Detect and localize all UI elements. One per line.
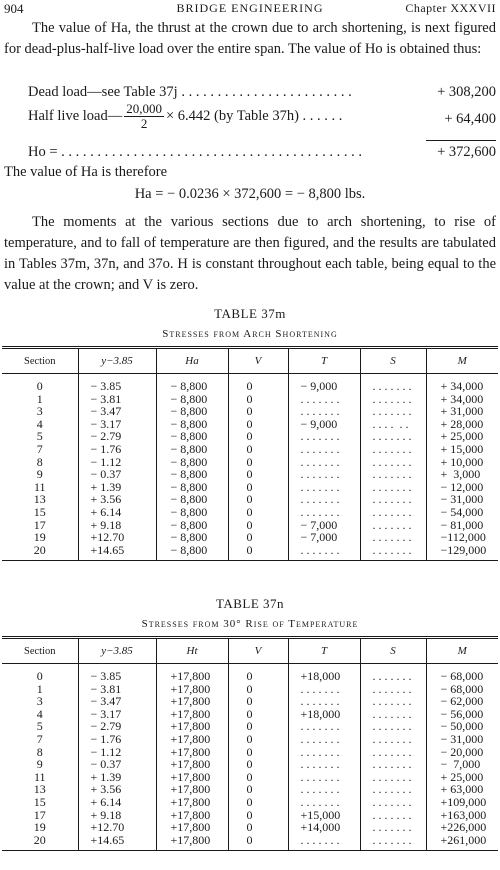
t-cell: . . . . . . . — [288, 468, 360, 481]
t-cell: . . . . . . . — [288, 733, 360, 746]
m-cell: + 31,000 — [426, 405, 498, 418]
dead-load-value: + 308,200 — [437, 84, 496, 100]
section-cell: 9 — [36, 467, 43, 482]
h-cell: +17,800 — [156, 809, 228, 822]
page-number: 904 — [4, 1, 24, 16]
section-cell: 7 — [36, 731, 43, 746]
table-row — [2, 821, 498, 834]
m-cell: − 31,000 — [426, 493, 498, 506]
half-live-load-value: + 64,400 — [444, 111, 496, 127]
s-cell: . . . . . . . — [360, 506, 426, 519]
m-cell: − 56,000 — [426, 708, 498, 721]
half-live-load-suffix: × 6.442 (by Table 37h) . . . . . . — [165, 107, 343, 124]
t-cell: . . . . . . . — [288, 506, 360, 519]
section-cell: 5 — [36, 719, 43, 734]
column-header: V — [228, 348, 288, 374]
h-cell: +17,800 — [156, 758, 228, 771]
s-cell: . . . . . . . — [360, 683, 426, 696]
half-live-load-prefix: Half live load— — [28, 107, 123, 124]
section-cell: 1 — [36, 681, 43, 696]
m-cell: +109,000 — [426, 796, 498, 809]
table-row — [2, 733, 498, 746]
s-cell: . . . . . . . — [360, 821, 426, 834]
section-cell: 19 — [33, 530, 46, 545]
v-cell: 0 — [228, 456, 288, 469]
half-live-load-label — [28, 102, 342, 131]
paragraph-moments: The moments at the various sections due to arch shortening, to rise of temperature, and to fall of temperature are then figured, and the results are tabulated in Tables 37m, 37n, and 37o. H is constant throughout each table, being equal to the value at the crown; and V is zero. — [4, 214, 496, 293]
h-cell: +17,800 — [156, 695, 228, 708]
h-cell: − 8,800 — [156, 544, 228, 561]
t-cell: +18,000 — [288, 708, 360, 721]
m-cell: + 10,000 — [426, 456, 498, 469]
h-cell: − 8,800 — [156, 405, 228, 418]
column-header: Ht — [156, 638, 228, 664]
table-37n — [2, 636, 498, 851]
v-cell: 0 — [228, 758, 288, 771]
section-cell: 8 — [36, 744, 43, 759]
h-cell: +17,800 — [156, 821, 228, 834]
s-cell: . . . . . . . — [360, 468, 426, 481]
section-cell: 8 — [36, 454, 43, 469]
t-cell: . . . . . . . — [288, 695, 360, 708]
s-cell: . . . . . . . — [360, 771, 426, 784]
v-cell: 0 — [228, 374, 288, 393]
v-cell: 0 — [228, 695, 288, 708]
y-cell: − 3.47 — [78, 695, 156, 708]
m-cell: − 81,000 — [426, 519, 498, 532]
running-title: BRIDGE ENGINEERING — [176, 1, 324, 15]
v-cell: 0 — [228, 393, 288, 406]
y-cell: − 1.76 — [78, 443, 156, 456]
table-row — [2, 506, 498, 519]
m-cell: − 54,000 — [426, 506, 498, 519]
s-cell: . . . . . . . — [360, 834, 426, 851]
v-cell: 0 — [228, 519, 288, 532]
h-cell: − 8,800 — [156, 374, 228, 393]
table-row — [2, 443, 498, 456]
m-cell: − 12,000 — [426, 481, 498, 494]
m-cell: −112,000 — [426, 531, 498, 544]
y-cell: − 1.76 — [78, 733, 156, 746]
m-cell: − 50,000 — [426, 720, 498, 733]
section-cell: 5 — [36, 429, 43, 444]
h-cell: − 8,800 — [156, 531, 228, 544]
h-cell: +17,800 — [156, 708, 228, 721]
section-cell: 11 — [33, 479, 46, 494]
t-cell: . . . . . . . — [288, 393, 360, 406]
t-cell: . . . . . . . — [288, 746, 360, 759]
s-cell: . . . . . . . — [360, 531, 426, 544]
section-cell: 0 — [36, 379, 43, 393]
y-cell: +14.65 — [78, 544, 156, 561]
ho-value: + 372,600 — [437, 144, 496, 160]
column-header: T — [288, 638, 360, 664]
ha-equation: Ha = − 0.0236 × 372,600 = − 8,800 lbs. — [134, 186, 366, 202]
m-cell: − 68,000 — [426, 683, 498, 696]
m-cell: − 20,000 — [426, 746, 498, 759]
section-cell: 15 — [33, 504, 46, 519]
paragraph-ha: The value of Ha is therefore — [4, 164, 168, 180]
s-cell: . . . . . . . — [360, 783, 426, 796]
y-cell: − 3.81 — [78, 683, 156, 696]
t-cell: . . . . . . . — [288, 456, 360, 469]
section-cell: 0 — [36, 669, 43, 683]
table-37n-subtitle: Stresses from 30° Rise of Temperature — [141, 618, 359, 630]
table-37m-caption: TABLE 37m — [214, 306, 286, 321]
y-cell: + 6.14 — [78, 796, 156, 809]
table-row — [2, 834, 498, 851]
v-cell: 0 — [228, 771, 288, 784]
h-cell: +17,800 — [156, 733, 228, 746]
section-cell: 3 — [36, 694, 43, 709]
v-cell: 0 — [228, 664, 288, 683]
table-row — [2, 796, 498, 809]
h-cell: +17,800 — [156, 746, 228, 759]
m-cell: + 3,000 — [426, 468, 498, 481]
t-cell: − 7,000 — [288, 531, 360, 544]
table-row — [2, 758, 498, 771]
m-cell: +261,000 — [426, 834, 498, 851]
t-cell: . . . . . . . — [288, 443, 360, 456]
column-header: Section — [2, 348, 78, 374]
s-cell: . . . . . . . — [360, 664, 426, 683]
h-cell: − 8,800 — [156, 493, 228, 506]
h-cell: +17,800 — [156, 834, 228, 851]
y-cell: + 9.18 — [78, 809, 156, 822]
t-cell: . . . . . . . — [288, 758, 360, 771]
t-cell: +14,000 — [288, 821, 360, 834]
v-cell: 0 — [228, 443, 288, 456]
y-cell: − 1.12 — [78, 746, 156, 759]
s-cell: . . . . . . . — [360, 393, 426, 406]
y-cell: − 1.12 — [78, 456, 156, 469]
s-cell: . . . . . . . — [360, 405, 426, 418]
y-cell: − 3.47 — [78, 405, 156, 418]
h-cell: − 8,800 — [156, 456, 228, 469]
v-cell: 0 — [228, 834, 288, 851]
m-cell: − 7,000 — [426, 758, 498, 771]
t-cell: . . . . . . . — [288, 771, 360, 784]
section-cell: 19 — [33, 820, 46, 835]
s-cell: . . . . . . . — [360, 481, 426, 494]
v-cell: 0 — [228, 544, 288, 561]
s-cell: . . . . . . . — [360, 733, 426, 746]
section-cell: 20 — [2, 544, 78, 561]
t-cell: . . . . . . . — [288, 481, 360, 494]
h-cell: − 8,800 — [156, 468, 228, 481]
table-37m-subtitle: Stresses from Arch Shortening — [162, 328, 338, 340]
section-cell: 4 — [36, 706, 43, 721]
fraction-denominator: 2 — [140, 116, 148, 131]
y-cell: +12.70 — [78, 531, 156, 544]
s-cell: . . . . . . . — [360, 720, 426, 733]
s-cell: . . . . . . . — [360, 758, 426, 771]
s-cell: . . . . . . . — [360, 374, 426, 393]
section-cell: 15 — [33, 794, 46, 809]
m-cell: + 25,000 — [426, 430, 498, 443]
v-cell: 0 — [228, 481, 288, 494]
table-row — [2, 374, 498, 393]
t-cell: +18,000 — [288, 664, 360, 683]
column-header: S — [360, 348, 426, 374]
v-cell: 0 — [228, 783, 288, 796]
y-cell: + 6.14 — [78, 506, 156, 519]
dead-load-label: Dead load—see Table 37j . . . . . . . . . . . . . . . . . . . . . . . . — [28, 84, 352, 100]
column-header: T — [288, 348, 360, 374]
column-header: M — [426, 348, 498, 374]
h-cell: +17,800 — [156, 771, 228, 784]
v-cell: 0 — [228, 430, 288, 443]
section-cell: 20 — [2, 834, 78, 851]
v-cell: 0 — [228, 821, 288, 834]
h-cell: − 8,800 — [156, 430, 228, 443]
v-cell: 0 — [228, 418, 288, 431]
y-cell: +14.65 — [78, 834, 156, 851]
section-cell: 17 — [33, 517, 46, 532]
v-cell: 0 — [228, 405, 288, 418]
table-row — [2, 405, 498, 418]
table-37n-caption: TABLE 37n — [215, 596, 285, 611]
table-row — [2, 531, 498, 544]
s-cell: . . . . . . . — [360, 493, 426, 506]
m-cell: + 25,000 — [426, 771, 498, 784]
section-cell: 1 — [36, 391, 43, 406]
y-cell: − 2.79 — [78, 430, 156, 443]
h-cell: − 8,800 — [156, 506, 228, 519]
h-cell: − 8,800 — [156, 418, 228, 431]
section-cell: 7 — [36, 441, 43, 456]
v-cell: 0 — [228, 746, 288, 759]
m-cell: +226,000 — [426, 821, 498, 834]
s-cell: . . . . . . . — [360, 456, 426, 469]
h-cell: +17,800 — [156, 683, 228, 696]
t-cell: . . . . . . . — [288, 683, 360, 696]
h-cell: − 8,800 — [156, 443, 228, 456]
column-header: M — [426, 638, 498, 664]
v-cell: 0 — [228, 708, 288, 721]
m-cell: − 68,000 — [426, 664, 498, 683]
y-cell: + 3.56 — [78, 783, 156, 796]
t-cell: . . . . . . . — [288, 783, 360, 796]
ho-label: Ho = . . . . . . . . . . . . . . . . . . . . . . . . . . . . . . . . . . . . . . . . . . — [28, 144, 363, 160]
h-cell: +17,800 — [156, 664, 228, 683]
y-cell: − 3.85 — [78, 374, 156, 393]
fraction-numerator: 20,000 — [126, 101, 162, 116]
table-row — [2, 664, 498, 683]
column-header: Ha — [156, 348, 228, 374]
y-cell: − 3.17 — [78, 418, 156, 431]
y-cell: − 3.17 — [78, 708, 156, 721]
fraction — [124, 102, 164, 131]
s-cell: . . . . . . . — [360, 519, 426, 532]
column-header: S — [360, 638, 426, 664]
m-cell: +163,000 — [426, 809, 498, 822]
m-cell: + 63,000 — [426, 783, 498, 796]
table-row — [2, 695, 498, 708]
table-row — [2, 468, 498, 481]
t-cell: . . . . . . . — [288, 544, 360, 561]
s-cell: . . . . . . . — [360, 796, 426, 809]
table-header-row — [2, 638, 498, 664]
t-cell: . . . . . . . — [288, 430, 360, 443]
s-cell: . . . . . . . — [360, 430, 426, 443]
m-cell: − 62,000 — [426, 695, 498, 708]
column-header: y−3.85 — [78, 638, 156, 664]
page-header — [4, 1, 496, 17]
m-cell: + 34,000 — [426, 393, 498, 406]
section-cell: 3 — [36, 404, 43, 419]
paragraph-intro: The value of Ha, the thrust at the crown due to arch shortening, is next figured for dead-plus-half-live load over the entire span. The value of Ho is obtained thus: — [4, 20, 496, 57]
table-header-row — [2, 348, 498, 374]
m-cell: − 31,000 — [426, 733, 498, 746]
section-cell: 17 — [33, 807, 46, 822]
m-cell: −129,000 — [426, 544, 498, 561]
s-cell: . . . . . . . — [360, 443, 426, 456]
v-cell: 0 — [228, 796, 288, 809]
v-cell: 0 — [228, 733, 288, 746]
s-cell: . . . . . . . — [360, 544, 426, 561]
y-cell: − 0.37 — [78, 758, 156, 771]
t-cell: . . . . . . . — [288, 493, 360, 506]
section-cell: 11 — [33, 769, 46, 784]
y-cell: − 2.79 — [78, 720, 156, 733]
column-header: Section — [2, 638, 78, 664]
y-cell: − 0.37 — [78, 468, 156, 481]
t-cell: . . . . . . . — [288, 405, 360, 418]
m-cell: + 15,000 — [426, 443, 498, 456]
section-cell: 13 — [33, 782, 46, 797]
t-cell: +15,000 — [288, 809, 360, 822]
y-cell: − 3.81 — [78, 393, 156, 406]
s-cell: . . . . . . . — [360, 746, 426, 759]
h-cell: +17,800 — [156, 783, 228, 796]
v-cell: 0 — [228, 506, 288, 519]
chapter-label: Chapter XXXVII — [405, 1, 496, 15]
table-37m — [2, 346, 498, 561]
s-cell: . . . . . . . — [360, 708, 426, 721]
t-cell: − 9,000 — [288, 418, 360, 431]
t-cell: − 9,000 — [288, 374, 360, 393]
h-cell: − 8,800 — [156, 393, 228, 406]
column-header: V — [228, 638, 288, 664]
v-cell: 0 — [228, 809, 288, 822]
v-cell: 0 — [228, 683, 288, 696]
table-row — [2, 544, 498, 561]
t-cell: . . . . . . . — [288, 796, 360, 809]
s-cell: . . . . . . — [360, 418, 426, 431]
y-cell: − 3.85 — [78, 664, 156, 683]
v-cell: 0 — [228, 468, 288, 481]
v-cell: 0 — [228, 720, 288, 733]
y-cell: + 1.39 — [78, 771, 156, 784]
m-cell: + 28,000 — [426, 418, 498, 431]
y-cell: + 9.18 — [78, 519, 156, 532]
h-cell: +17,800 — [156, 796, 228, 809]
s-cell: . . . . . . . — [360, 809, 426, 822]
h-cell: − 8,800 — [156, 519, 228, 532]
h-cell: − 8,800 — [156, 481, 228, 494]
t-cell: . . . . . . . — [288, 720, 360, 733]
y-cell: + 3.56 — [78, 493, 156, 506]
h-cell: +17,800 — [156, 720, 228, 733]
v-cell: 0 — [228, 531, 288, 544]
section-cell: 4 — [36, 416, 43, 431]
s-cell: . . . . . . . — [360, 695, 426, 708]
t-cell: − 7,000 — [288, 519, 360, 532]
column-header: y−3.85 — [78, 348, 156, 374]
y-cell: +12.70 — [78, 821, 156, 834]
m-cell: + 34,000 — [426, 374, 498, 393]
y-cell: + 1.39 — [78, 481, 156, 494]
section-cell: 13 — [33, 492, 46, 507]
v-cell: 0 — [228, 493, 288, 506]
section-cell: 9 — [36, 757, 43, 772]
t-cell: . . . . . . . — [288, 834, 360, 851]
sum-rule — [426, 140, 496, 141]
